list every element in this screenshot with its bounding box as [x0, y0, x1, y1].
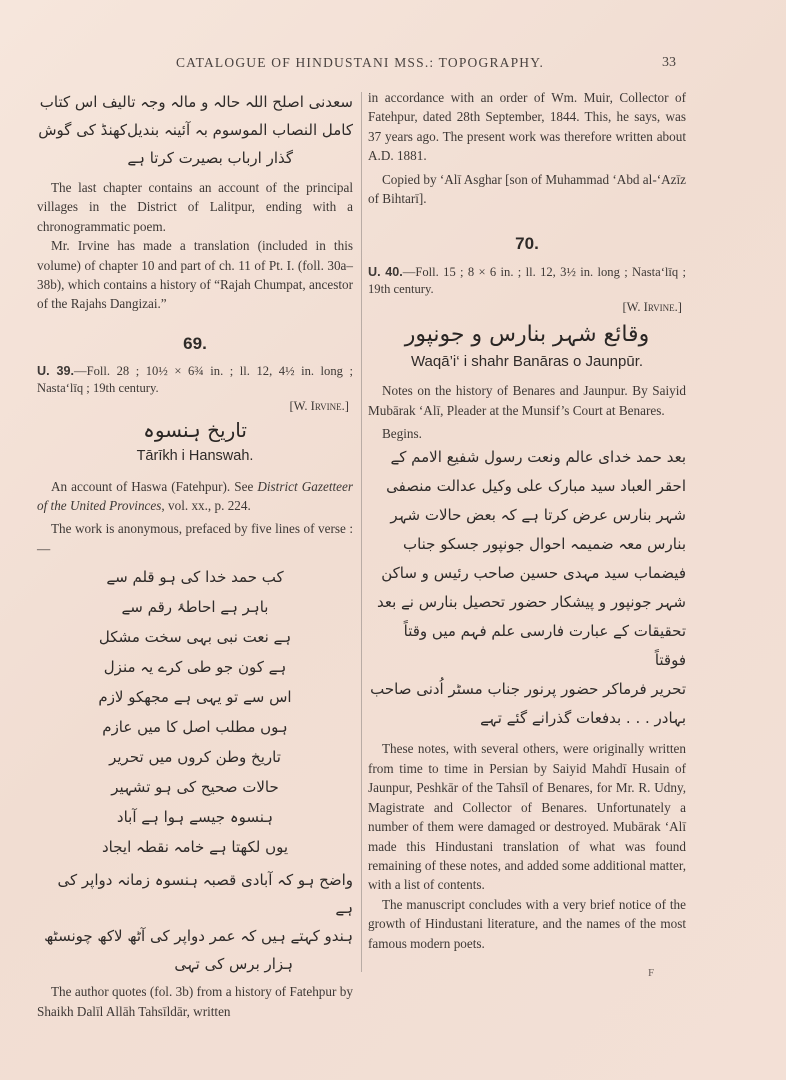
urdu-line: تحقیقات کے عبارت فارسی علم فہم میں وقتاً فوقتاً: [403, 622, 686, 670]
reference-title: District Gazetteer of the United Provinces: [37, 478, 353, 514]
verse-line: ہے نعت نبی بہی سخت مشکل: [98, 628, 292, 647]
verse-line: باہر ہے احاطۂ رقم سے: [121, 598, 269, 617]
donor-open: [W.: [289, 399, 311, 414]
urdu-begins-block: [368, 443, 686, 733]
donor-name: Irvine: [643, 299, 675, 314]
verse-line: ہے کون جو طی کرے یہ منزل: [103, 658, 287, 677]
right-column: [368, 88, 686, 953]
entry-id: U. 39.: [37, 364, 74, 379]
urdu-title: وقائع شہر بنارس و جونپور: [404, 321, 650, 347]
donor-close: .]: [674, 299, 682, 314]
donor-credit: [37, 397, 353, 415]
entry-number-70: 70.: [515, 234, 539, 254]
entry-meta-text: —Foll. 15 ; 8 × 6 in. ; ll. 12, 3½ in. long ; Nasta‘līq ; 19th century.: [368, 264, 686, 296]
urdu-line: احقر العباد سید مبارک علی وکیل عدالت منصفی: [386, 477, 686, 496]
text-run: , vol. xx., p. 224.: [161, 498, 251, 514]
urdu-line: بہادر . . . بدفعات گذرانے گئے تہے: [480, 709, 686, 728]
paragraph: in accordance with an order of Wm. Muir, Collector of Fatehpur, dated 28th September, 1844. This, he says, was 37 years ago. The present work was therefore written about A.D. 1881.: [368, 90, 686, 164]
paragraph: The last chapter contains an account of the principal villages in the District of Lalitpur, ending with a chronogrammatic poem.: [37, 180, 353, 234]
urdu-intro: [37, 88, 353, 172]
donor-name: Irvine: [310, 399, 342, 414]
donor-close: .]: [341, 399, 349, 414]
signature-mark: F: [648, 967, 655, 979]
urdu-line: کامل النصاب الموسوم بہ آئینہ بندیل‌کھنڈ کی گوش: [38, 121, 353, 139]
begins-label: Begins.: [382, 426, 422, 442]
urdu-line: بنارس معہ ضمیمہ احوال جونپور جسکو جناب: [402, 535, 686, 554]
verse-block: [37, 562, 353, 862]
running-title: CATALOGUE OF HINDUSTANI MSS.: TOPOGRAPHY.: [175, 55, 545, 70]
paragraph: Notes on the history of Benares and Jaunpur. By Saiyid Mubārak ‘Alī, Pleader at the Munsif’s Court at Benares.: [368, 383, 686, 418]
paragraph: The work is anonymous, prefaced by five lines of verse :—: [37, 521, 353, 556]
entry-id: U. 40.: [368, 264, 403, 279]
paragraph: The manuscript concludes with a very brief notice of the growth of Hindustani literature, and the names of the most famous modern poets.: [368, 896, 686, 951]
paragraph: Copied by ‘Alī Asghar [son of Muhammad ‘Abd al-‘Azīz of Bihtarī].: [368, 171, 686, 207]
column-divider: [361, 92, 362, 972]
entry-meta: [37, 363, 353, 397]
left-column: [37, 88, 353, 1021]
entry-meta: [368, 264, 686, 298]
roman-title: Tārīkh i Hanswah.: [136, 448, 254, 465]
urdu-line: ہندو کہتے ہیں کہ عمر دواپر کی آٹھ لاکھ چونسٹھ: [44, 927, 353, 946]
paragraph: The author quotes (fol. 3b) from a history of Fatehpur by Shaikh Dalīl Allāh Tahsīldār, written: [37, 984, 353, 1019]
roman-title: Waqā’i‘ i shahr Banāras o Jaunpūr.: [410, 352, 644, 370]
urdu-title: تاریخ ہنسوہ: [143, 418, 247, 443]
urdu-after-verse: [37, 866, 353, 978]
verse-line: ہوں مطلب اصل کا میں عازم: [102, 718, 288, 737]
verse-line: کب حمد خدا کی ہو قلم سے: [106, 568, 284, 587]
urdu-line: ہزار برس کی تہی: [174, 955, 293, 974]
urdu-line: سعدنی اصلح اللہ حالہ و مالہ وجہ تالیف اس کتاب: [39, 93, 353, 111]
donor-open: [W.: [622, 299, 644, 314]
paragraph: Mr. Irvine has made a translation (included in this volume) of chapter 10 and part of ch. 11 of Pt. I. (foll. 30a–38b), which contains a history of “Rajah Chumpat, ancestor of the Rajahs Dangizai.”: [37, 238, 353, 312]
urdu-line: گذار ارباب بصیرت کرتا ہے: [127, 149, 293, 167]
urdu-line: شہر جونپور و پیشکار حضور تحصیل بنارس نے بعد: [376, 593, 686, 612]
page-number: 33: [662, 55, 676, 70]
verse-line: حالات صحیح کی ہو تشہیر: [111, 778, 279, 797]
paragraph: These notes, with several others, were originally written from time to time in Persian by Saiyid Mahdī Husain of Jaunpur, Peshkār of the Tahsīl of Benares, for Mr. R. Udny, Magistrate and Collector of Benares. Unfortunately a number of them were damaged or destroyed. Mubārak ‘Alī made this Hindustani translation of what was found remaining of these notes, and added some additional matter, with a list of contents.: [368, 741, 686, 893]
verse-line: ہنسوہ جیسے ہوا ہے آباد: [116, 808, 274, 827]
text-run: An account of Haswa (Fatehpur). See: [51, 478, 258, 494]
donor-credit: [368, 298, 686, 316]
verse-line: اس سے تو یہی ہے مجھکو لازم: [98, 688, 292, 707]
paragraph: [37, 477, 353, 516]
verse-line: یوں لکھتا ہے خامہ نقطہ ایجاد: [101, 838, 289, 857]
urdu-line: شہر بنارس عرض کرتا ہے کہ بعض حالات شہر: [390, 506, 686, 525]
urdu-line: بعد حمد خدای عالم ونعت رسول شفیع الامم کے: [390, 448, 686, 467]
entry-meta-text: —Foll. 28 ; 10½ × 6¾ in. ; ll. 12, 4½ in. long ; Nasta‘līq ; 19th century.: [37, 364, 353, 396]
entry-number-69: 69.: [183, 333, 207, 353]
verse-line: تاریخ وطن کروں میں تحریر: [109, 748, 281, 767]
urdu-line: واضح ہو کہ آبادی قصبہ ہنسوہ زمانہ دواپر کی ہے: [57, 871, 353, 918]
urdu-line: فیضماب سید مہدی حسین صاحب رئیس و ساکن: [381, 564, 686, 583]
urdu-line: تحریر فرماکر حضور پرنور جناب مسٹر اُدنی صاحب: [370, 680, 686, 699]
